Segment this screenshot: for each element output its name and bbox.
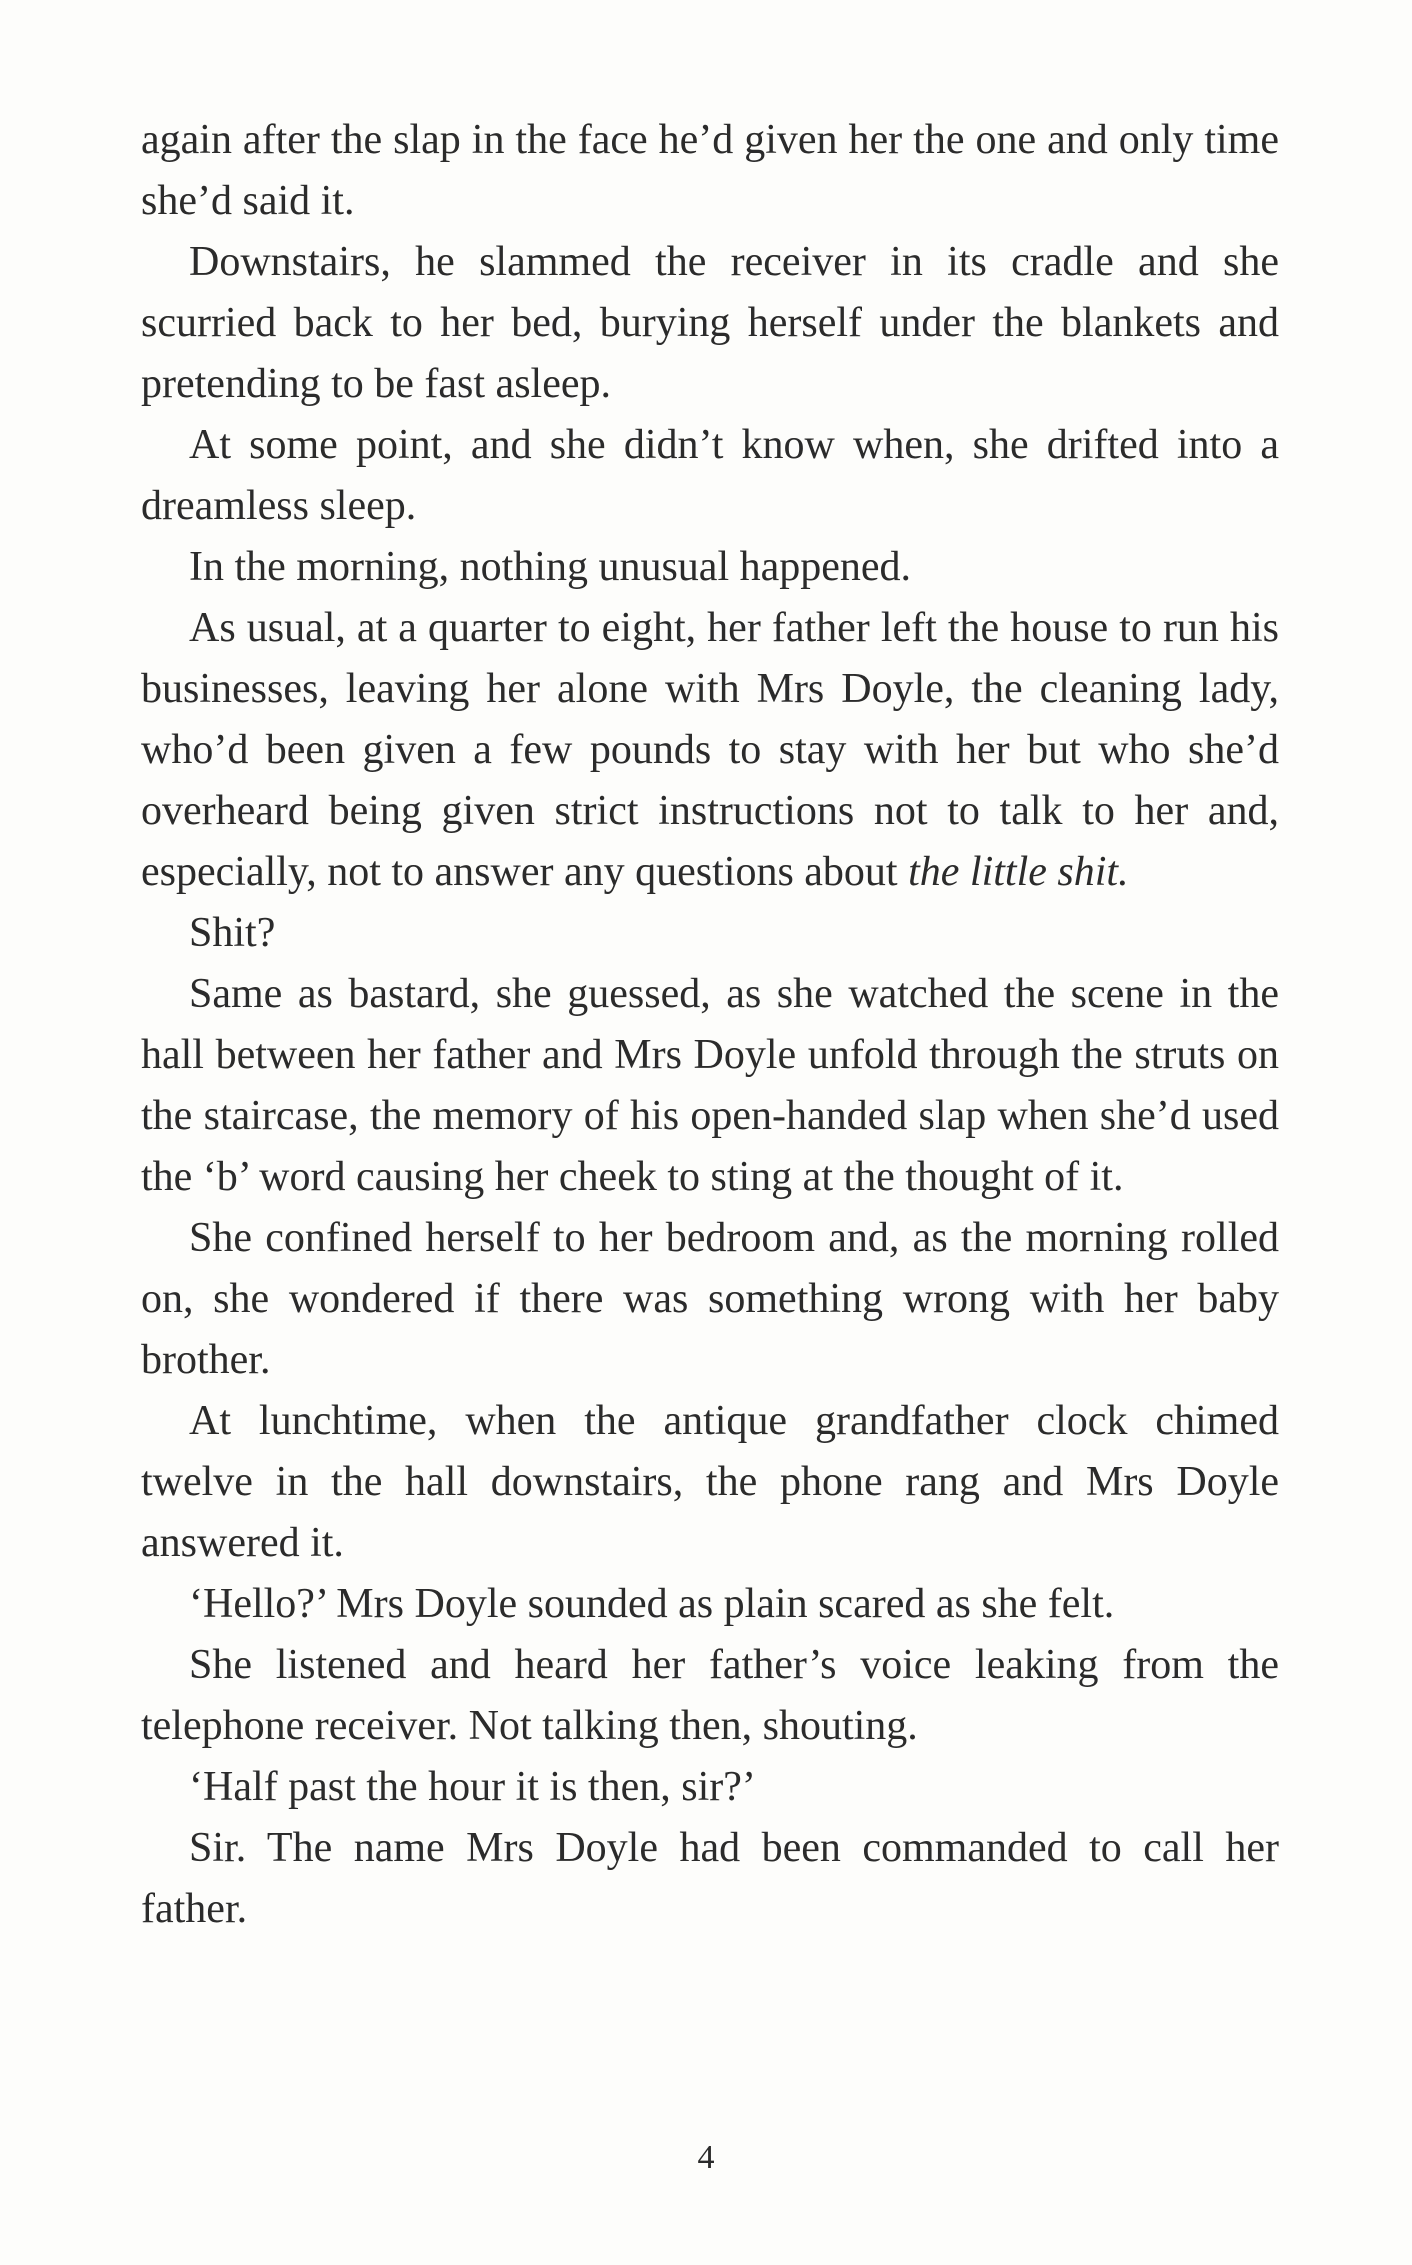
paragraph: At some point, and she didn’t know when, she drifted into a dreamless sleep. (141, 422, 1279, 529)
paragraph: again after the slap in the face he’d given her the one and only time she’d said it. (141, 117, 1279, 224)
paragraph: Downstairs, he slammed the receiver in its cradle and she scurried back to her bed, burying herself under the blankets and pretending to be fast asleep. (141, 239, 1279, 407)
paragraph: In the morning, nothing unusual happened. (189, 544, 912, 590)
paragraph: ‘Hello?’ Mrs Doyle sounded as plain scared as she felt. (189, 1581, 1115, 1627)
paragraph: She confined herself to her bedroom and, as the morning rolled on, she wondered if there was something wrong with her baby brother. (141, 1215, 1279, 1383)
paragraph: Shit? (189, 910, 276, 956)
paragraph: ‘Half past the hour it is then, sir?’ (189, 1764, 756, 1810)
paragraph: She listened and heard her father’s voice leaking from the telephone receiver. Not talking then, shouting. (141, 1642, 1279, 1749)
italic-phrase: the little shit. (908, 849, 1129, 895)
paragraph-text: As usual, at a quarter to eight, her father left the house to run his businesses, leaving her alone with Mrs Doyle, the cleaning lady, who’d been given a few pounds to stay with her but who she’d overheard being given strict instructions not to talk to her and, especially, not to answer any questions about (141, 605, 1279, 895)
paragraph: Sir. The name Mrs Doyle had been commanded to call her father. (141, 1825, 1279, 1932)
paragraph: At lunchtime, when the antique grandfather clock chimed twelve in the hall downstairs, the phone rang and Mrs Doyle answered it. (141, 1398, 1279, 1566)
paragraph (141, 598, 1279, 903)
page-number: 4 (697, 2139, 715, 2176)
page-text (141, 110, 1279, 1940)
paragraph: Same as bastard, she guessed, as she watched the scene in the hall between her father and Mrs Doyle unfold through the struts on the staircase, the memory of his open-handed slap when she’d used the ‘b’ word causing her cheek to sting at the thought of it. (141, 971, 1279, 1200)
